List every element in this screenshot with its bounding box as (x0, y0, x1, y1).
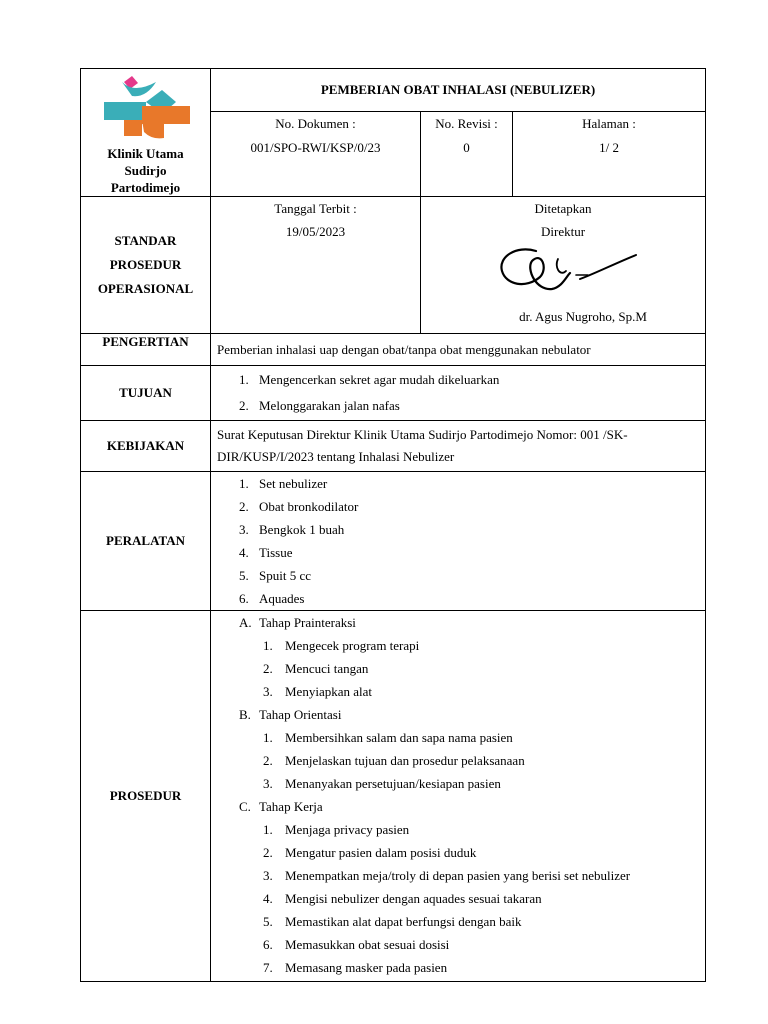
issue-date-label: Tanggal Terbit : (274, 201, 357, 216)
list-item: 3. Menanyakan persetujuan/kesiapan pasien (263, 776, 501, 791)
issue-date-value: 19/05/2023 (285, 224, 346, 239)
clinic-name-line-1: Klinik Utama (107, 146, 184, 161)
doc-number-cell (211, 112, 421, 197)
list-item: 3. Menempatkan meja/troly di depan pasien yang berisi set nebulizer (263, 868, 631, 883)
signature-icon (496, 237, 646, 299)
kebijakan-line-2: DIR/KUSP/I/2023 tentang Inhalasi Nebulizer (217, 449, 455, 464)
list-item: 4. Tissue (239, 545, 293, 560)
page-cell (513, 112, 706, 197)
stage-item: B. Tahap Orientasi (239, 707, 342, 722)
approval-role: Direktur (540, 224, 586, 239)
list-item: 2. Mencuci tangan (263, 661, 369, 676)
list-item: 1. Mengencerkan sekret agar mudah dikeluarkan (239, 372, 500, 387)
signer-name: dr. Agus Nugroho, Sp.M (519, 309, 647, 324)
kebijakan-label: KEBIJAKAN (81, 421, 211, 472)
list-item: 3. Menyiapkan alat (263, 684, 372, 699)
list-item: 5. Memastikan alat dapat berfungsi dengan baik (263, 914, 522, 929)
list-item: 5. Spuit 5 cc (239, 568, 311, 583)
pengertian-label (81, 334, 211, 366)
pengertian-text: Pemberian inhalasi uap dengan obat/tanpa obat menggunakan nebulator (211, 334, 706, 366)
list-item: 1. Set nebulizer (239, 476, 328, 491)
kebijakan-line-1: Surat Keputusan Direktur Klinik Utama Sudirjo Partodimejo Nomor: 001 /SK- (217, 427, 628, 442)
logo-cell (81, 69, 211, 197)
clinic-name-line-3: Partodimejo (110, 180, 181, 195)
document-title: PEMBERIAN OBAT INHALASI (NEBULIZER) (211, 69, 706, 112)
list-item: 1. Menjaga privacy pasien (263, 822, 410, 837)
list-item: 2. Mengatur pasien dalam posisi duduk (263, 845, 477, 860)
list-item: 2. Menjelaskan tujuan dan prosedur pelaksanaan (263, 753, 525, 768)
sop-label-line-1: STANDAR (114, 233, 177, 248)
stage-item: A. Tahap Prainteraksi (239, 615, 356, 630)
sop-label-line-2: PROSEDUR (109, 257, 182, 272)
prosedur-list (211, 611, 706, 982)
kebijakan-text (211, 421, 706, 472)
list-item: 6. Memasukkan obat sesuai dosisi (263, 937, 450, 952)
list-item: 1. Mengecek program terapi (263, 638, 420, 653)
prosedur-label: PROSEDUR (81, 611, 211, 982)
doc-number-label: No. Dokumen : (275, 116, 356, 131)
approval-label: Ditetapkan (534, 201, 592, 216)
peralatan-list (211, 472, 706, 611)
issue-date-cell (211, 197, 421, 334)
peralatan-label: PERALATAN (81, 472, 211, 611)
list-item: 4. Mengisi nebulizer dengan aquades sesuai takaran (263, 891, 542, 906)
clinic-name-line-2: Sudirjo (124, 163, 167, 178)
list-item: 2. Obat bronkodilator (239, 499, 359, 514)
list-item: 7. Memasang masker pada pasien (263, 960, 448, 975)
tujuan-list (211, 366, 706, 421)
revision-label: No. Revisi : (435, 116, 498, 131)
clinic-logo-icon (102, 76, 190, 140)
list-item: 3. Bengkok 1 buah (239, 522, 345, 537)
tujuan-label: TUJUAN (81, 366, 211, 421)
stage-item: C. Tahap Kerja (239, 799, 323, 814)
approval-cell (421, 197, 706, 334)
list-item: 1. Membersihkan salam dan sapa nama pasien (263, 730, 513, 745)
sop-table (80, 68, 706, 982)
list-item: 6. Aquades (239, 591, 305, 606)
pengertian-label-text: PENGERTIAN (102, 334, 189, 349)
list-item: 2. Melonggarakan jalan nafas (239, 398, 400, 413)
revision-value: 0 (463, 140, 470, 155)
page-label: Halaman : (582, 116, 636, 131)
revision-cell (421, 112, 513, 197)
doc-number-value: 001/SPO-RWI/KSP/0/23 (250, 140, 381, 155)
page-value: 1/ 2 (599, 140, 619, 155)
sop-label-line-3: OPERASIONAL (97, 281, 194, 296)
sop-label (81, 197, 211, 334)
